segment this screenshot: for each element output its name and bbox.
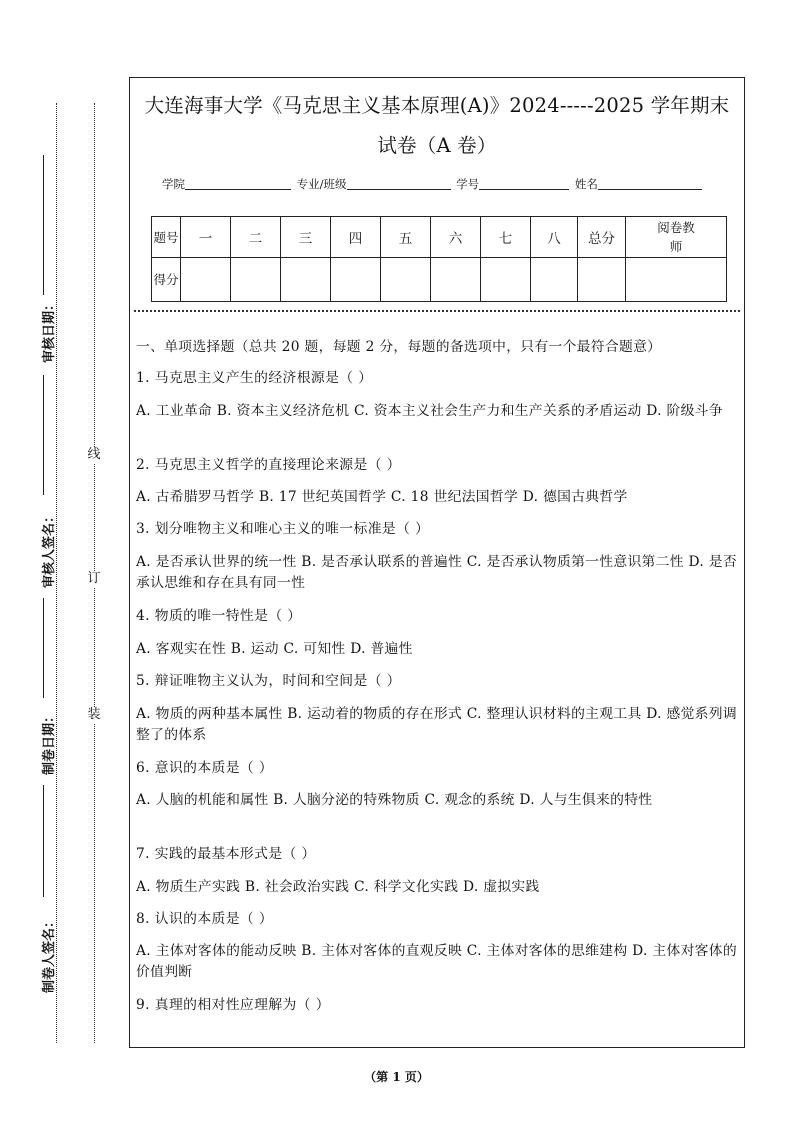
score-col-6: 六 bbox=[431, 217, 481, 258]
exam-title-line2: 试卷（A 卷） bbox=[377, 134, 497, 157]
college-blank[interactable] bbox=[185, 177, 291, 190]
score-col-3: 三 bbox=[281, 217, 331, 258]
score-col-2: 二 bbox=[231, 217, 281, 258]
question-stem: 2. 马克思主义哲学的直接理论来源是（ ） bbox=[136, 457, 401, 473]
score-cell[interactable] bbox=[331, 258, 381, 302]
preparation-date-label: 制卷日期： bbox=[42, 709, 57, 775]
question-stem: 1. 马克思主义产生的经济根源是（ ） bbox=[136, 370, 373, 386]
preparation-date-blank bbox=[43, 598, 44, 698]
question-options: A. 物质的两种基本属性 B. 运动着的物质的存在形式 C. 整理认识材料的主观工具 D. 感觉系列调整了的体系 bbox=[136, 706, 737, 743]
score-col-7: 七 bbox=[481, 217, 531, 258]
question-options: A. 物质生产实践 B. 社会政治实践 C. 科学文化实践 D. 虚拟实践 bbox=[136, 879, 540, 895]
question-stem: 8. 认识的本质是（ ） bbox=[136, 911, 274, 927]
question-options: A. 工业革命 B. 资本主义经济危机 C. 资本主义社会生产力和生产关系的矛盾运动 D. 阶级斗争 bbox=[136, 403, 723, 419]
exam-title-line1: 大连海事大学《马克思主义基本原理(A)》2024-----2025 学年期末 bbox=[144, 94, 730, 117]
section-heading: 一、单项选择题（总共 20 题，每题 2 分，每题的备选项中，只有一个最符合题意） bbox=[136, 339, 662, 355]
student-id-blank[interactable] bbox=[479, 177, 569, 190]
reviewer-signature-cell[interactable] bbox=[626, 258, 727, 302]
page-number: （第 1 页） bbox=[364, 1070, 429, 1084]
dotted-separator bbox=[134, 310, 740, 312]
reviewer-header: 阅卷教师 bbox=[626, 217, 727, 258]
name-blank[interactable] bbox=[598, 177, 702, 190]
question-stem: 6. 意识的本质是（ ） bbox=[136, 760, 274, 776]
field-label-name: 姓名 bbox=[574, 177, 598, 191]
question-stem: 5. 辩证唯物主义认为，时间和空间是（ ） bbox=[136, 673, 401, 689]
question-options: A. 客观实在性 B. 运动 C. 可知性 D. 普遍性 bbox=[136, 641, 413, 657]
field-label-major-class: 专业/班级 bbox=[296, 177, 347, 191]
score-cell[interactable] bbox=[481, 258, 531, 302]
question-stem: 4. 物质的唯一特性是（ ） bbox=[136, 608, 302, 624]
score-cell-total[interactable] bbox=[578, 258, 626, 302]
score-cell[interactable] bbox=[531, 258, 578, 302]
question-options: A. 是否承认世界的统一性 B. 是否承认联系的普遍性 C. 是否承认物质第一性意识第二性 D. 是否承认思维和存在具有同一性 bbox=[136, 554, 737, 591]
major-class-blank[interactable] bbox=[347, 177, 451, 190]
binding-mark-ding: 订 bbox=[87, 571, 101, 586]
question-options: A. 人脑的机能和属性 B. 人脑分泌的特殊物质 C. 观念的系统 D. 人与生俱来的特性 bbox=[136, 792, 653, 808]
score-row-header: 得分 bbox=[152, 258, 181, 302]
binding-mark-zhuang: 装 bbox=[87, 707, 101, 722]
binding-mark-xian: 线 bbox=[87, 447, 101, 462]
question-options: A. 主体对客体的能动反映 B. 主体对客体的直观反映 C. 主体对客体的思维建构 D. 主体对客体的价值判断 bbox=[136, 943, 737, 980]
score-cell[interactable] bbox=[281, 258, 331, 302]
score-cell[interactable] bbox=[431, 258, 481, 302]
reviewer-signature-label: 审核人签名： bbox=[42, 509, 57, 588]
question-stem: 3. 划分唯物主义和唯心主义的唯一标准是（ ） bbox=[136, 521, 430, 537]
score-cell[interactable] bbox=[381, 258, 431, 302]
preparer-signature-label: 制卷人签名： bbox=[42, 914, 57, 993]
question-number-header: 题号 bbox=[152, 217, 181, 258]
student-info-row bbox=[162, 176, 704, 192]
score-cell[interactable] bbox=[181, 258, 231, 302]
score-col-8: 八 bbox=[531, 217, 578, 258]
score-col-total: 总分 bbox=[578, 217, 626, 258]
field-label-college: 学院 bbox=[162, 177, 185, 191]
score-cell[interactable] bbox=[231, 258, 281, 302]
question-options: A. 古希腊罗马哲学 B. 17 世纪英国哲学 C. 18 世纪法国哲学 D. 德国古典哲学 bbox=[136, 489, 628, 505]
question-stem: 7. 实践的最基本形式是（ ） bbox=[136, 846, 316, 862]
score-col-1: 一 bbox=[181, 217, 231, 258]
preparer-signature-blank bbox=[43, 785, 44, 897]
exam-frame bbox=[129, 77, 745, 1048]
review-date-label: 审核日期： bbox=[42, 297, 57, 363]
score-col-5: 五 bbox=[381, 217, 431, 258]
question-stem: 9. 真理的相对性应理解为（ ） bbox=[136, 997, 330, 1013]
score-col-4: 四 bbox=[331, 217, 381, 258]
review-date-blank bbox=[43, 155, 44, 295]
score-table bbox=[151, 216, 727, 302]
field-label-student-id: 学号 bbox=[456, 177, 480, 191]
reviewer-signature-blank bbox=[43, 375, 44, 495]
